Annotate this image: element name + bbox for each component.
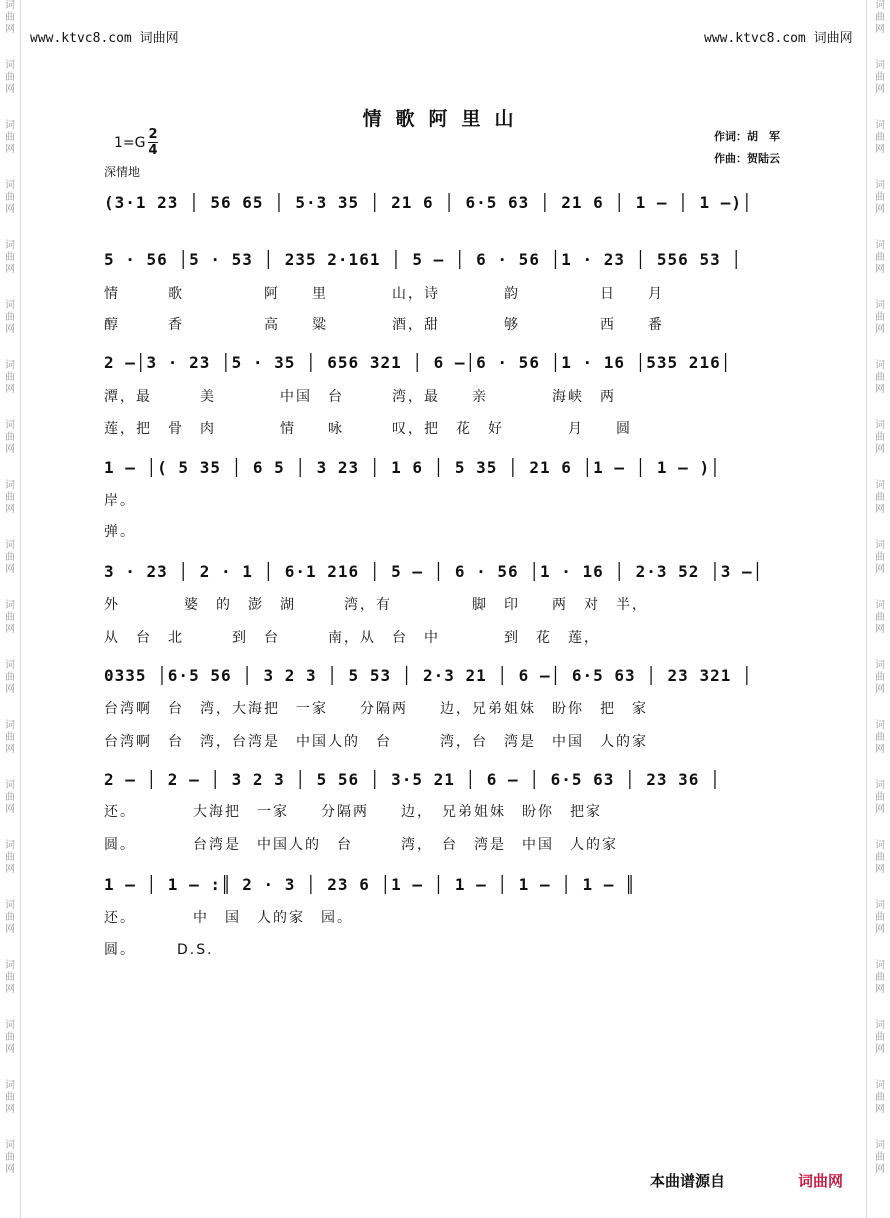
watermark-text: 词 曲 网 — [5, 300, 15, 335]
left-divider — [20, 0, 21, 1218]
watermark-text: 词 曲 网 — [5, 960, 15, 995]
watermark-text: 词 曲 网 — [5, 360, 15, 395]
watermark-text: 词 曲 网 — [5, 240, 15, 275]
watermark-text: 词 曲 网 — [875, 900, 885, 935]
lyric-line: 莲，把 骨 肉 情 咏 叹，把 花 好 月 圆 — [104, 421, 632, 437]
watermark-text: 词 曲 网 — [875, 780, 885, 815]
watermark-text: 词 曲 网 — [5, 1080, 15, 1115]
right-divider — [866, 0, 867, 1218]
lyric-line: 圆。 D.S. — [104, 942, 214, 958]
watermark-text: 词 曲 网 — [875, 240, 885, 275]
watermark-text: 词 曲 网 — [5, 1020, 15, 1055]
lyric-line: 醇 香 高 粱 酒，甜 够 西 番 — [104, 317, 664, 333]
meter-bottom: 4 — [148, 143, 158, 158]
watermark-text: 词 曲 网 — [5, 60, 15, 95]
key-signature: 1=G — [114, 135, 146, 151]
watermark-text: 词 曲 网 — [5, 180, 15, 215]
url-text: www.ktvc8.com — [704, 31, 806, 46]
notation-line: 3 · 23 │ 2 · 1 │ 6·1 216 │ 5 — │ 6 · 56 │1 · 16 │ 2·3 52 │3 —│ — [104, 562, 764, 581]
notation-line: 1 — │ 1 — :║ 2 · 3 │ 23 6 │1 — │ 1 — │ 1 — │ 1 — ║ — [104, 875, 636, 894]
time-signature — [148, 128, 158, 157]
watermark-text: 词 曲 网 — [875, 600, 885, 635]
watermark-text: 词 曲 网 — [875, 960, 885, 995]
lyric-line: 情 歌 阿 里 山，诗 韵 日 月 — [104, 286, 664, 302]
watermark-text: 词 曲 网 — [5, 840, 15, 875]
watermark-text: 词 曲 网 — [875, 660, 885, 695]
notation-line: 5 · 56 │5 · 53 │ 235 2·161 │ 5 — │ 6 · 56 │1 · 23 │ 556 53 │ — [104, 250, 742, 269]
watermark-text: 词 曲 网 — [5, 660, 15, 695]
site-name: 词曲网 — [139, 31, 179, 46]
watermark-text: 词 曲 网 — [5, 780, 15, 815]
lyric-line: 还。 大海把 一家 分隔两 边， 兄弟姐妹 盼你 把家 — [104, 804, 602, 820]
notation-line: 2 — │ 2 — │ 3 2 3 │ 5 56 │ 3·5 21 │ 6 — │ 6·5 63 │ 23 36 │ — [104, 770, 721, 789]
notation-line: (3·1 23 │ 56 65 │ 5·3 35 │ 21 6 │ 6·5 63 │ 21 6 │ 1 — │ 1 —)│ — [104, 193, 753, 212]
watermark-text: 词 曲 网 — [5, 1140, 15, 1175]
watermark-text: 词 曲 网 — [875, 540, 885, 575]
header-url-left[interactable] — [30, 27, 179, 46]
notation-line: 1 — │( 5 35 │ 6 5 │ 3 23 │ 1 6 │ 5 35 │ 21 6 │1 — │ 1 — )│ — [104, 458, 721, 477]
lyric-line: 外 婆 的 澎 湖 湾，有 脚 印 两 对 半， — [104, 597, 648, 613]
url-text: www.ktvc8.com — [30, 31, 132, 46]
notation-line: 2 —│3 · 23 │5 · 35 │ 656 321 │ 6 —│6 · 56 │1 · 16 │535 216│ — [104, 353, 732, 372]
lyric-line: 从 台 北 到 台 南，从 台 中 到 花 莲， — [104, 630, 600, 646]
lyric-line: 潭，最 美 中国 台 湾，最 亲 海峡 两 — [104, 389, 616, 405]
watermark-text: 词 曲 网 — [875, 420, 885, 455]
watermark-text: 词 曲 网 — [875, 840, 885, 875]
watermark-text: 词 曲 网 — [875, 1080, 885, 1115]
song-title: 情歌阿里山 — [362, 108, 528, 130]
watermark-text: 词 曲 网 — [875, 60, 885, 95]
lyric-line: 台湾啊 台 湾，台湾是 中国人的 台 湾，台 湾是 中国 人的家 — [104, 734, 648, 750]
lyric-line: 台湾啊 台 湾，大海把 一家 分隔两 边，兄弟姐妹 盼你 把 家 — [104, 701, 648, 717]
watermark-text: 词 曲 网 — [875, 480, 885, 515]
watermark-text: 词 曲 网 — [5, 900, 15, 935]
lyric-line: 弹。 — [104, 524, 136, 540]
lyricist: 作词：胡 军 — [714, 130, 780, 143]
left-watermark — [3, 0, 17, 1218]
watermark-text: 词 曲 网 — [5, 0, 15, 35]
watermark-text: 词 曲 网 — [5, 120, 15, 155]
watermark-text: 词 曲 网 — [5, 720, 15, 755]
footer-logo[interactable]: 词曲网 — [798, 1172, 844, 1190]
watermark-text: 词 曲 网 — [5, 540, 15, 575]
watermark-text: 词 曲 网 — [875, 0, 885, 35]
right-watermark — [873, 0, 887, 1218]
watermark-text: 词 曲 网 — [5, 480, 15, 515]
site-name: 词曲网 — [813, 31, 853, 46]
watermark-text: 词 曲 网 — [875, 360, 885, 395]
lyric-line: 岸。 — [104, 493, 136, 509]
tempo-marking: 深情地 — [104, 165, 141, 179]
watermark-text: 词 曲 网 — [875, 120, 885, 155]
watermark-text: 词 曲 网 — [875, 1140, 885, 1175]
header-url-right[interactable] — [704, 27, 853, 46]
watermark-text: 词 曲 网 — [875, 180, 885, 215]
watermark-text: 词 曲 网 — [5, 600, 15, 635]
watermark-text: 词 曲 网 — [875, 1020, 885, 1055]
composer: 作曲：贺陆云 — [714, 152, 780, 165]
lyric-line: 圆。 台湾是 中国人的 台 湾， 台 湾是 中国 人的家 — [104, 837, 618, 853]
watermark-text: 词 曲 网 — [875, 300, 885, 335]
notation-line: 0335 │6·5 56 │ 3 2 3 │ 5 53 │ 2·3 21 │ 6 —│ 6·5 63 │ 23 321 │ — [104, 666, 753, 685]
footer-source: 本曲谱源自 — [650, 1172, 726, 1190]
meter-top: 2 — [148, 127, 158, 142]
lyric-line: 还。 中 国 人的家 园。 — [104, 910, 353, 926]
watermark-text: 词 曲 网 — [5, 420, 15, 455]
watermark-text: 词 曲 网 — [875, 720, 885, 755]
